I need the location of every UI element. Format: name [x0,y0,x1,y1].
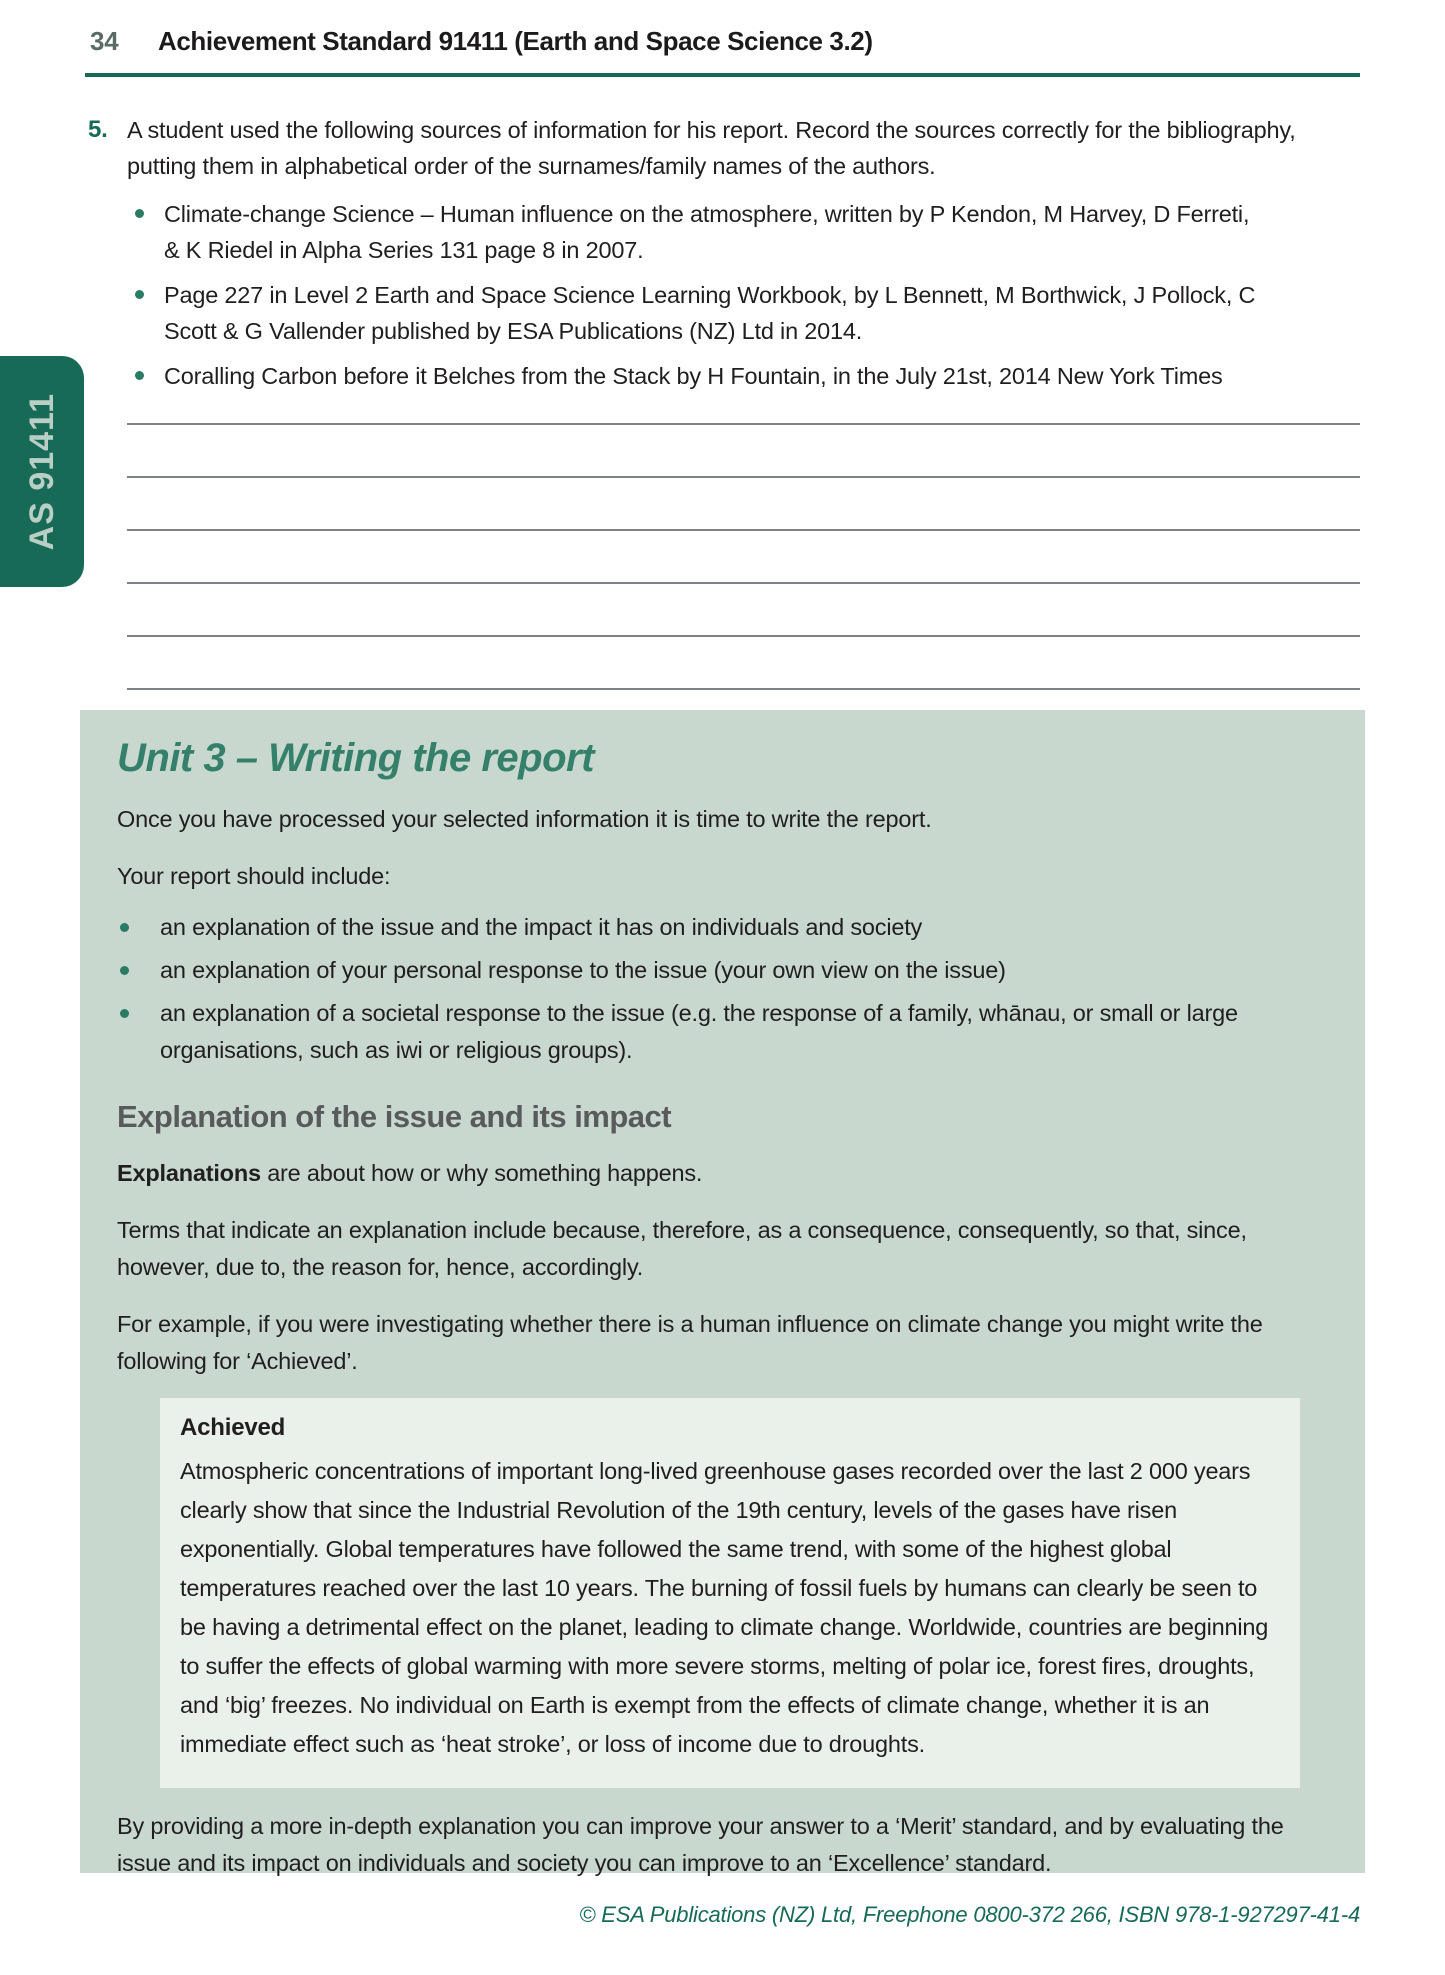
bullet-text: an explanation of your personal response to the issue (your own view on the issue) [160,957,1006,983]
answer-line [127,637,1360,690]
closing-paragraph: By providing a more in-depth explanation you can improve your answer to a ‘Merit’ standard, and by evaluating the issue and its impact on individuals and society you can improve to an ‘Excellence’ standard. [117,1813,1284,1876]
question-number: 5. [88,116,108,143]
unit3-section [80,710,1365,1876]
answer-line [127,372,1360,425]
bullet-icon [120,923,129,932]
question-5 [88,112,1338,403]
answer-lines [127,372,1360,690]
list-item [117,952,1303,989]
report-include-list [117,909,1303,1069]
section-heading: Explanation of the issue and its impact [117,1099,672,1134]
answer-line [127,478,1360,531]
terms-paragraph: Terms that indicate an explanation include because, therefore, as a consequence, consequently, so that, since, however, due to, the reason for, hence, accordingly. [117,1217,1247,1280]
explanations-paragraph [117,1155,1303,1192]
achieved-example-box [160,1398,1300,1788]
standard-side-tab [0,356,84,587]
page-number: 34 [90,26,119,56]
bullet-icon [135,209,144,218]
unit-title: Unit 3 – Writing the report [117,736,594,780]
page-footer: © ESA Publications (NZ) Ltd, Freephone 0800-372 266, ISBN 978-1-927297-41-4 [579,1902,1360,1927]
explanations-lead: Explanations [117,1160,261,1186]
answer-line [127,531,1360,584]
bullet-text: an explanation of a societal response to the issue (e.g. the response of a family, whānau, or small or large organisations, such as iwi or religious groups). [160,1000,1238,1063]
source-list [135,196,1338,394]
list-item [117,995,1303,1069]
example-paragraph: For example, if you were investigating whether there is a human influence on climate change you might write the following for ‘Achieved’. [117,1311,1263,1374]
page-title: Achievement Standard 91411 (Earth and Space Science 3.2) [158,26,873,56]
bullet-icon [135,290,144,299]
bullet-icon [120,966,129,975]
side-tab-label: AS 91411 [22,392,61,551]
source-text: Coralling Carbon before it Belches from the Stack by H Fountain, in the July 21st, 2014 New York Times [164,363,1223,389]
include-label: Your report should include: [117,863,391,889]
list-item [135,196,1265,268]
page-header [85,26,1360,77]
answer-line [127,584,1360,637]
list-item [135,277,1265,349]
bullet-icon [120,1009,129,1018]
question-text: A student used the following sources of information for his report. Record the sources correctly for the bibliography, putting them in alphabetical order of the surnames/family names of the authors. [127,117,1296,179]
source-text: Page 227 in Level 2 Earth and Space Science Learning Workbook, by L Bennett, M Borthwick, J Pollock, C Scott & G Vallender published by ESA Publications (NZ) Ltd in 2014. [164,282,1256,344]
achieved-title: Achieved [180,1414,286,1441]
answer-line [127,425,1360,478]
explanations-rest: are about how or why something happens. [260,1160,703,1186]
bullet-text: an explanation of the issue and the impact it has on individuals and society [160,914,923,940]
unit-intro: Once you have processed your selected information it is time to write the report. [117,806,932,832]
source-text: Climate-change Science – Human influence on the atmosphere, written by P Kendon, M Harvey, D Ferreti, & K Riedel in Alpha Series 131 page 8 in 2007. [164,201,1250,263]
achieved-body: Atmospheric concentrations of important long-lived greenhouse gases recorded over the last 2 000 years clearly show that since the Industrial Revolution of the 19th century, levels of the gases have risen exponentially. Global temperatures have followed the same trend, with some of the highest global temperatures reached over the last 10 years. The burning of fossil fuels by humans can clearly be seen to be having a detrimental effect on the planet, leading to climate change. Worldwide, countries are beginning to suffer the effects of global warming with more severe storms, melting of polar ice, forest fires, droughts, and ‘big’ freezes. No individual on Earth is exempt from the effects of climate change, whether it is an immediate effect such as ‘heat stroke’, or loss of income due to droughts. [180,1458,1269,1757]
list-item [117,909,1303,946]
